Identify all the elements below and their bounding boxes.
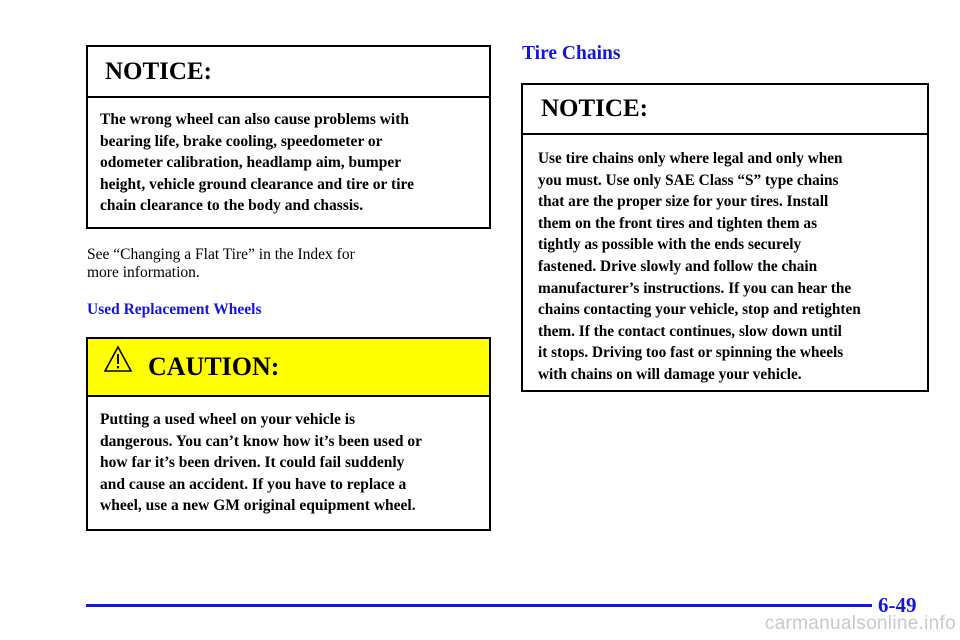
- notice-line: them. If the contact continues, slow down until: [538, 322, 842, 340]
- page-number: 6-49: [878, 593, 917, 617]
- notice-line: odometer calibration, headlamp aim, bumper: [100, 154, 402, 172]
- notice-line: height, vehicle ground clearance and tire or tire: [100, 175, 414, 193]
- notice-line: bearing life, brake cooling, speedometer or: [100, 132, 383, 150]
- notice-body: [88, 98, 489, 217]
- notice-line: with chains on will damage your vehicle.: [538, 365, 802, 383]
- notice-line: them on the front tires and tighten them as: [538, 214, 818, 232]
- caution-body: [88, 397, 489, 517]
- see-index-paragraph: [87, 246, 355, 282]
- notice-heading: NOTICE:: [88, 47, 489, 98]
- notice-line: chain clearance to the body and chassis.: [100, 197, 364, 215]
- notice-line: you must. Use only SAE Class “S” type chains: [538, 171, 839, 189]
- caution-heading: CAUTION:: [148, 352, 280, 381]
- notice-box-tire-chains: [521, 83, 929, 392]
- notice-line: Use tire chains only where legal and only when: [538, 150, 843, 167]
- notice-line: that are the proper size for your tires. Install: [538, 193, 829, 211]
- notice-line: manufacturer’s instructions. If you can hear the: [538, 279, 852, 297]
- used-replacement-wheels-heading: Used Replacement Wheels: [87, 301, 262, 318]
- caution-line: dangerous. You can’t know how it’s been used or: [100, 432, 422, 450]
- notice-line: The wrong wheel can also cause problems with: [100, 111, 410, 128]
- notice-line: it stops. Driving too fast or spinning the wheels: [538, 344, 844, 362]
- caution-line: wheel, use a new GM original equipment wheel.: [100, 497, 416, 515]
- notice-heading: NOTICE:: [523, 85, 927, 135]
- watermark: carmanualsonline.info: [764, 613, 956, 634]
- caution-line: how far it’s been driven. It could fail suddenly: [100, 454, 405, 472]
- caution-line: and cause an accident. If you have to replace a: [100, 475, 407, 493]
- notice-line: chains contacting your vehicle, stop and retighten: [538, 301, 861, 319]
- paragraph-line: See “Changing a Flat Tire” in the Index for: [87, 246, 355, 263]
- warning-triangle-icon: [103, 345, 133, 373]
- caution-line: Putting a used wheel on your vehicle is: [100, 411, 356, 428]
- notice-line: fastened. Drive slowly and follow the chain: [538, 257, 818, 275]
- caution-header: [88, 339, 489, 397]
- notice-box-wrong-wheel: [86, 45, 491, 229]
- notice-body: [523, 135, 927, 386]
- footer-rule: [86, 604, 872, 607]
- caution-box-used-wheel: [86, 337, 491, 531]
- notice-line: tightly as possible with the ends securely: [538, 236, 802, 254]
- paragraph-line: more information.: [87, 264, 200, 281]
- tire-chains-title: Tire Chains: [522, 43, 621, 64]
